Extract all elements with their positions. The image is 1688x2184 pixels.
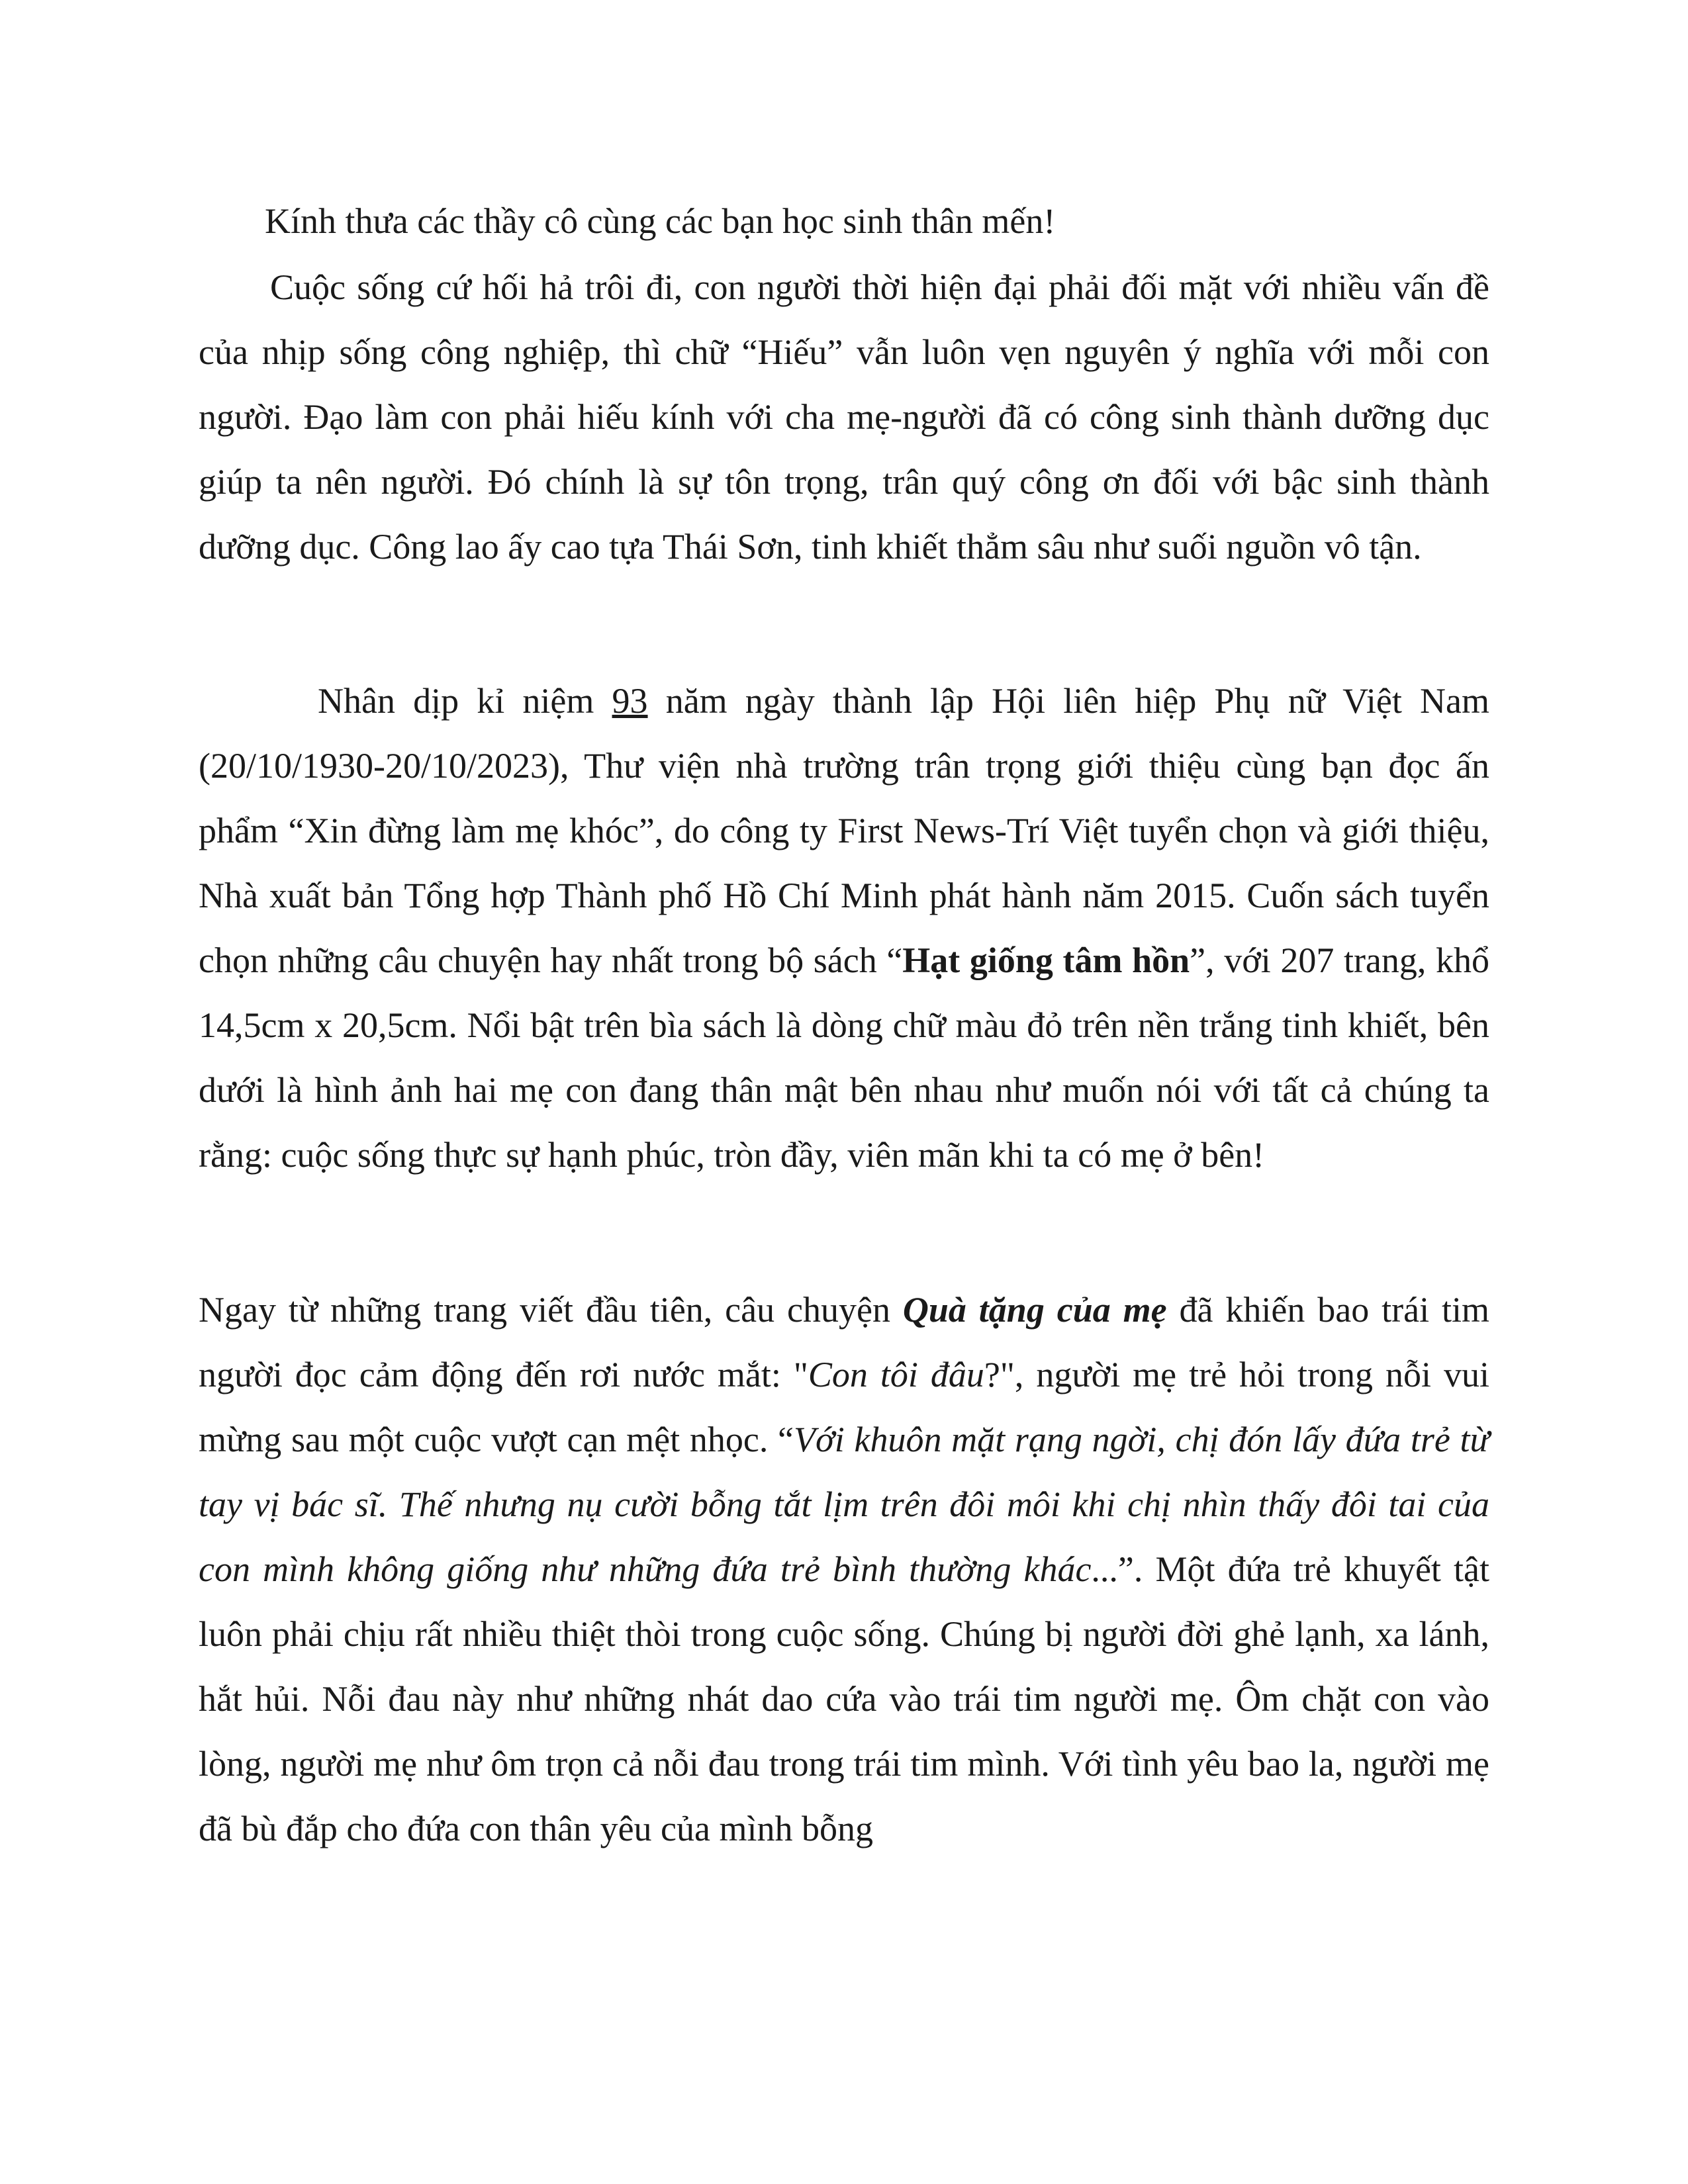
book-intro-paragraph xyxy=(199,668,1489,1187)
book-text-part-2: năm ngày thành lập Hội liên hiệp Phụ nữ Việt Nam (20/10/1930-20/10/2023), Thư viện nhà trường trân trọng giới thiệu cùng bạn đọc ấn phẩm “Xin đừng làm mẹ khóc”, do công ty First News-Trí Việt tuyển chọn và giới thiệu, Nhà xuất bản Tổng hợp Thành phố Hồ Chí Minh phát hành năm 2015. Cuốn sách tuyển chọn những câu chuyện hay nhất trong bộ sách “ xyxy=(199,681,1490,980)
story-text-part-4: ...”. Một đứa trẻ khuyết tật luôn phải chịu rất nhiều thiệt thòi trong cuộc sống. Chúng bị người đời ghẻ lạnh, xa lánh, hắt hủi. Nỗi đau này như những nhát dao cứa vào trái tim người mẹ. Ôm chặt con vào lòng, người mẹ như ôm trọn cả nỗi đau trong trái tim mình. Với tình yêu bao la, người mẹ đã bù đắp cho đứa con thân yêu của mình bỗng xyxy=(199,1549,1489,1848)
story-text-part-3: ?", người mẹ trẻ hỏi trong nỗi vui mừng sau một cuộc vượt cạn mệt nhọc. “ xyxy=(199,1355,1489,1459)
intro-text: Cuộc sống cứ hối hả trôi đi, con người thời hiện đại phải đối mặt với nhiều vấn đề của nhịp sống công nghiệp, thì chữ “Hiếu” vẫn luôn vẹn nguyên ý nghĩa với mỗi con người. Đạo làm con phải hiếu kính với cha mẹ-người đã có công sinh thành dưỡng dục giúp ta nên người. Đó chính là sự tôn trọng, trân quý công ơn đối với bậc sinh thành dưỡng dục. Công lao ấy cao tựa Thái Sơn, tinh khiết thẳm sâu như suối nguồn vô tận. xyxy=(199,267,1489,567)
series-title: Hạt giống tâm hồn xyxy=(902,940,1190,980)
book-text-part-3: ”, với 207 trang, khổ 14,5cm x 20,5cm. Nổi bật trên bìa sách là dòng chữ màu đỏ trên nền trắng tinh khiết, bên dưới là hình ảnh hai mẹ con đang thân mật bên nhau như muốn nói với tất cả chúng ta rằng: cuộc sống thực sự hạnh phúc, tròn đầy, viên mãn khi ta có mẹ ở bên! xyxy=(199,940,1489,1175)
book-text-part-1: Nhân dịp kỉ niệm xyxy=(318,681,612,721)
intro-paragraph xyxy=(199,255,1489,579)
greeting-text: Kính thưa các thầy cô cùng các bạn học sinh thân mến! xyxy=(265,201,1056,241)
story-paragraph xyxy=(199,1277,1489,1861)
story-title: Quà tặng của mẹ xyxy=(902,1290,1167,1330)
story-quote-passage: Với khuôn mặt rạng ngời, chị đón lấy đứa trẻ từ tay vị bác sĩ. Thế nhưng nụ cười bỗng tắt lịm trên đôi môi khi chị nhìn thấy đôi tai của con mình không giống như những đứa trẻ bình thường khác xyxy=(199,1420,1489,1589)
story-text-part-2: đã khiến bao trái tim người đọc cảm động đến rơi nước mắt: " xyxy=(199,1290,1489,1394)
story-text-part-1: Ngay từ những trang viết đầu tiên, câu chuyện xyxy=(199,1290,903,1330)
anniversary-number: 93 xyxy=(612,681,648,721)
greeting-paragraph xyxy=(199,189,1489,253)
story-quote-question: Con tôi đâu xyxy=(808,1355,984,1394)
